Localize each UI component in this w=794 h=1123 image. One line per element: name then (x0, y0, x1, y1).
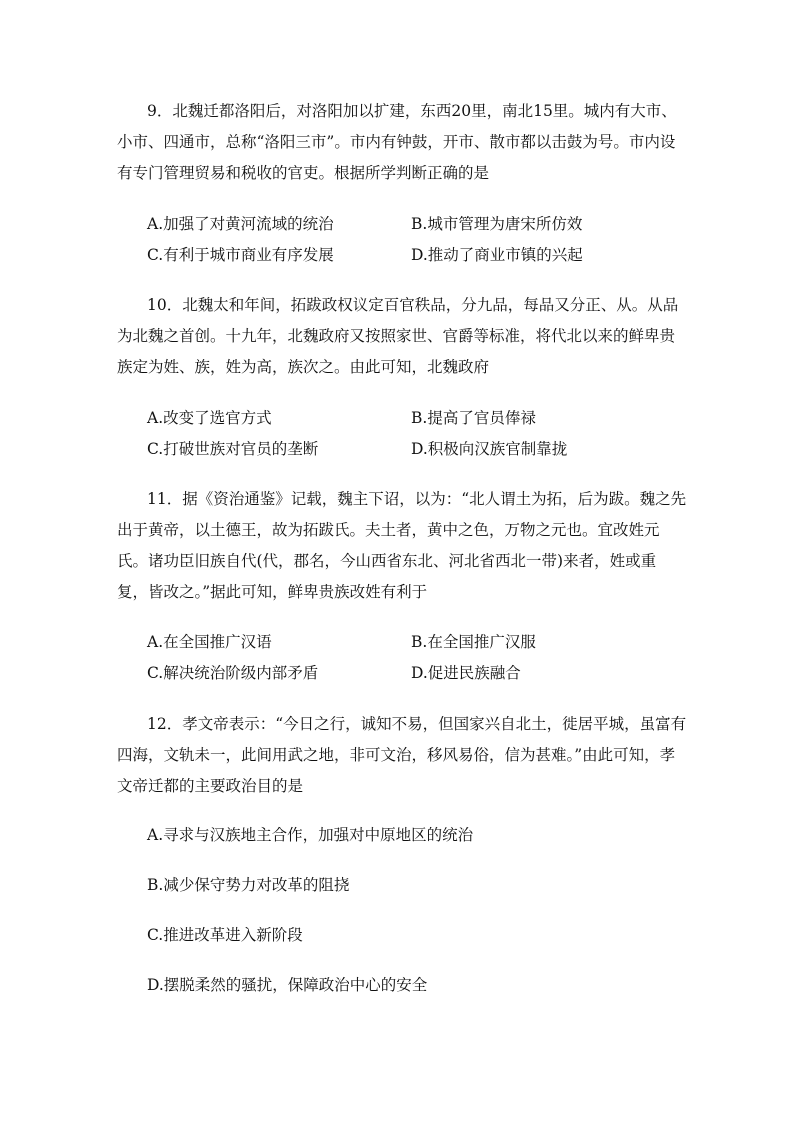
question-12-stem: 12．孝文帝表示：“今日之行，诚知不易，但国家兴自北土，徙居平城，虽富有四海，文轨未一，此间用武之地，非可文治，移风易俗，信为甚难。”由此可知，孝文帝迁都的主要政治目的是 (117, 715, 687, 795)
question-11-option-a[interactable]: A.在全国推广汉语 (147, 633, 272, 651)
question-10-option-d[interactable]: D.积极向汉族官制靠拢 (411, 440, 568, 458)
question-10-option-a[interactable]: A.改变了选官方式 (147, 409, 272, 427)
question-9-option-c[interactable]: C.有利于城市商业有序发展 (147, 246, 334, 264)
question-11-stem: 11．据《资治通鉴》记载，魏主下诏，以为：“北人谓土为拓，后为跋。魏之先出于黄帝，以土德王，故为拓跋氏。夫土者，黄中之色，万物之元也。宜改姓元氏。诸功臣旧族自代(代，郡名，今山西省东北、河北省西北一带)来者，姓或重复，皆改之。”据此可知，鲜卑贵族改姓有利于 (117, 490, 687, 601)
question-9-option-b[interactable]: B.城市管理为唐宋所仿效 (411, 215, 583, 233)
question-9-option-a[interactable]: A.加强了对黄河流域的统治 (147, 215, 334, 233)
question-10-stem: 10．北魏太和年间，拓跋政权议定百官秩品，分九品，每品又分正、从。从品为北魏之首创。十九年，北魏政府又按照家世、官爵等标准，将代北以来的鲜卑贵族定为姓、族，姓为高，族次之。由此可知，北魏政府 (117, 296, 679, 376)
question-9-option-d[interactable]: D.推动了商业市镇的兴起 (411, 246, 583, 264)
question-11-option-c[interactable]: C.解决统治阶级内部矛盾 (147, 664, 319, 682)
question-10-option-b[interactable]: B.提高了官员俸禄 (411, 409, 536, 427)
question-12-option-c[interactable]: C.推进改革进入新阶段 (147, 926, 303, 944)
question-12-option-d[interactable]: D.摆脱柔然的骚扰，保障政治中心的安全 (147, 976, 428, 994)
question-12-option-a[interactable]: A.寻求与汉族地主合作，加强对中原地区的统治 (147, 826, 474, 844)
question-11-option-d[interactable]: D.促进民族融合 (411, 664, 521, 682)
question-10-option-c[interactable]: C.打破世族对官员的垄断 (147, 440, 319, 458)
question-9-stem: 9．北魏迁都洛阳后，对洛阳加以扩建，东西20里，南北15里。城内有大市、小市、四通市，总称“洛阳三市”。市内有钟鼓，开市、散市都以击鼓为号。市内设有专门管理贸易和税收的官吏。根据所学判断正确的是 (117, 102, 677, 182)
question-11-option-b[interactable]: B.在全国推广汉服 (411, 633, 536, 651)
question-12-option-b[interactable]: B.减少保守势力对改革的阻挠 (147, 876, 350, 894)
